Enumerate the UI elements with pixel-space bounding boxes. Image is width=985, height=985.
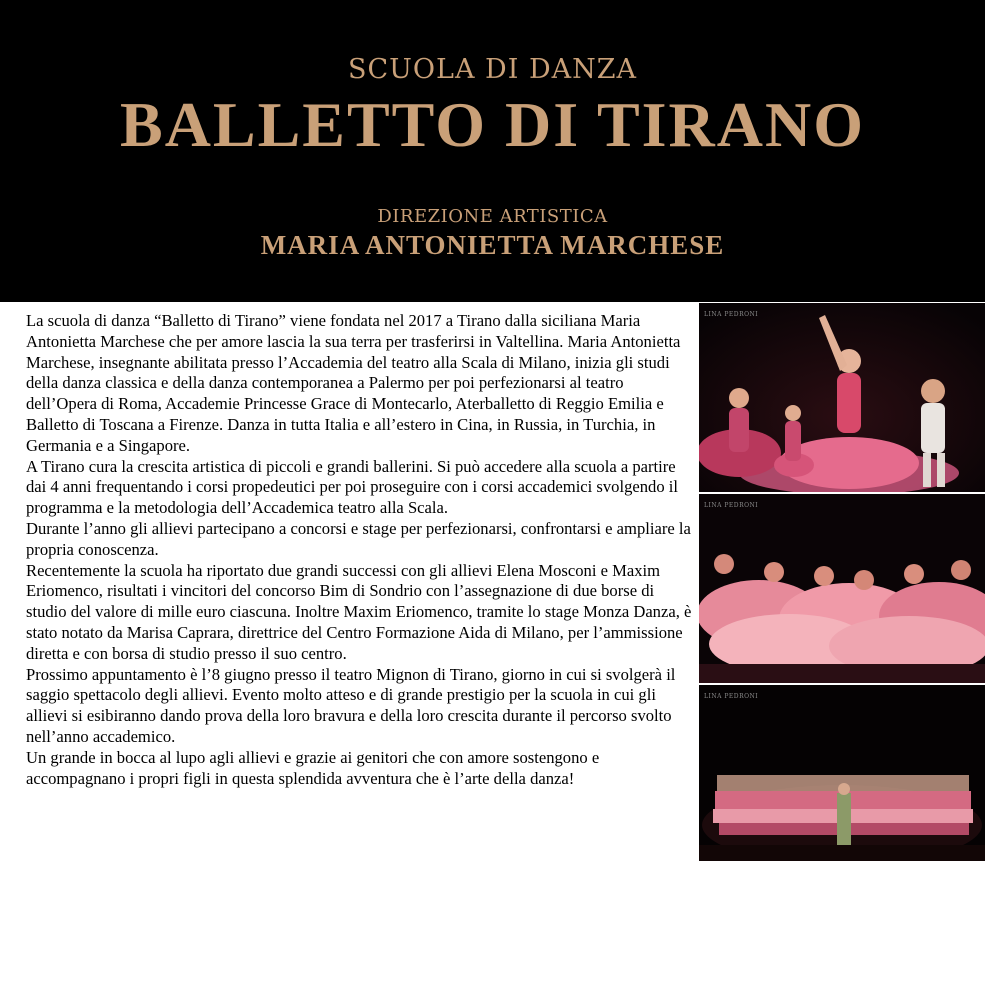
article-paragraph: Un grande in bocca al lupo agli allievi e grazie ai genitori che con amore sostengono e accompagnano i propri figli in questa splendida avventura che è l’arte della danza! xyxy=(26,747,600,788)
direction-label: DIREZIONE ARTISTICA xyxy=(377,206,608,227)
photo-young-dancers xyxy=(699,303,985,492)
article-paragraph: A Tirano cura la crescita artistica di piccoli e grandi ballerini. Si può accedere alla scuola a partire dai 4 anni frequentando i corsi propedeutici per poi proseguire con i corsi accademici svolgendo il programma e la metodologia dell’Accademica teatro alla Scala. xyxy=(26,456,679,518)
school-title: BALLETTO DI TIRANO xyxy=(120,89,865,160)
article-paragraph: Durante l’anno gli allievi partecipano a concorsi e stage per perfezionarsi, confrontarsi e ampliare la propria conoscenza. xyxy=(26,518,691,559)
photo-full-cast xyxy=(699,685,985,861)
photo-credit: LINA PEDRONI xyxy=(704,311,759,318)
article-paragraph: Prossimo appuntamento è l’8 giugno presso il teatro Mignon di Tirano, giorno in cui si svolgerà il saggio spettacolo degli allievi. Evento molto atteso e di grande prestigio per la scuola in cui gli allievi si esibiranno dando prova della loro bravura e della loro crescita durante il percorso svolto nell’anno accademico. xyxy=(26,664,676,746)
photo-young-dancers-image xyxy=(699,303,985,492)
article-body xyxy=(26,311,698,789)
photo-full-cast-image xyxy=(699,685,985,861)
photo-credit: LINA PEDRONI xyxy=(704,693,759,700)
photo-column xyxy=(699,303,985,863)
director-name: MARIA ANTONIETTA MARCHESE xyxy=(260,230,725,260)
photo-tutu-row-image xyxy=(699,494,985,683)
school-subtitle: SCUOLA DI DANZA xyxy=(348,54,637,85)
article-paragraph: La scuola di danza “Balletto di Tirano” viene fondata nel 2017 a Tirano dalla siciliana Maria Antonietta Marchese che per amore lascia la sua terra per trasferirsi in Valtellina. Maria Antonietta Marchese, insegnante abilitata presso l’Accademia del teatro alla Scala di Milano, inizia gli studi della danza classica e della danza contemporanea a Palermo per poi perfezionarsi al teatro dell’Opera di Roma, Accademie Princesse Grace di Montecarlo, Aterballetto di Reggio Emilia e Balletto di Toscana a Firenze. Danza in tutta Italia e all’estero in Cina, in Russia, in Turchia, in Germania e a Singapore. xyxy=(26,311,681,455)
header-banner xyxy=(0,0,985,302)
photo-credit: LINA PEDRONI xyxy=(704,502,759,509)
article-paragraph: Recentemente la scuola ha riportato due grandi successi con gli allievi Elena Mosconi e Maxim Eriomenco, risultati i vincitori del concorso Bim di Sondrio con l’assegnazione di due borse di studio del valore di mille euro ciascuna. Inoltre Maxim Eriomenco, tramite lo stage Monza Danza, è stato notato da Marisa Caprara, direttrice del Centro Formazione Aida di Milano, per l’ammissione diretta e con borsa di studio presso il suo centro. xyxy=(26,560,692,663)
photo-tutu-row xyxy=(699,494,985,683)
